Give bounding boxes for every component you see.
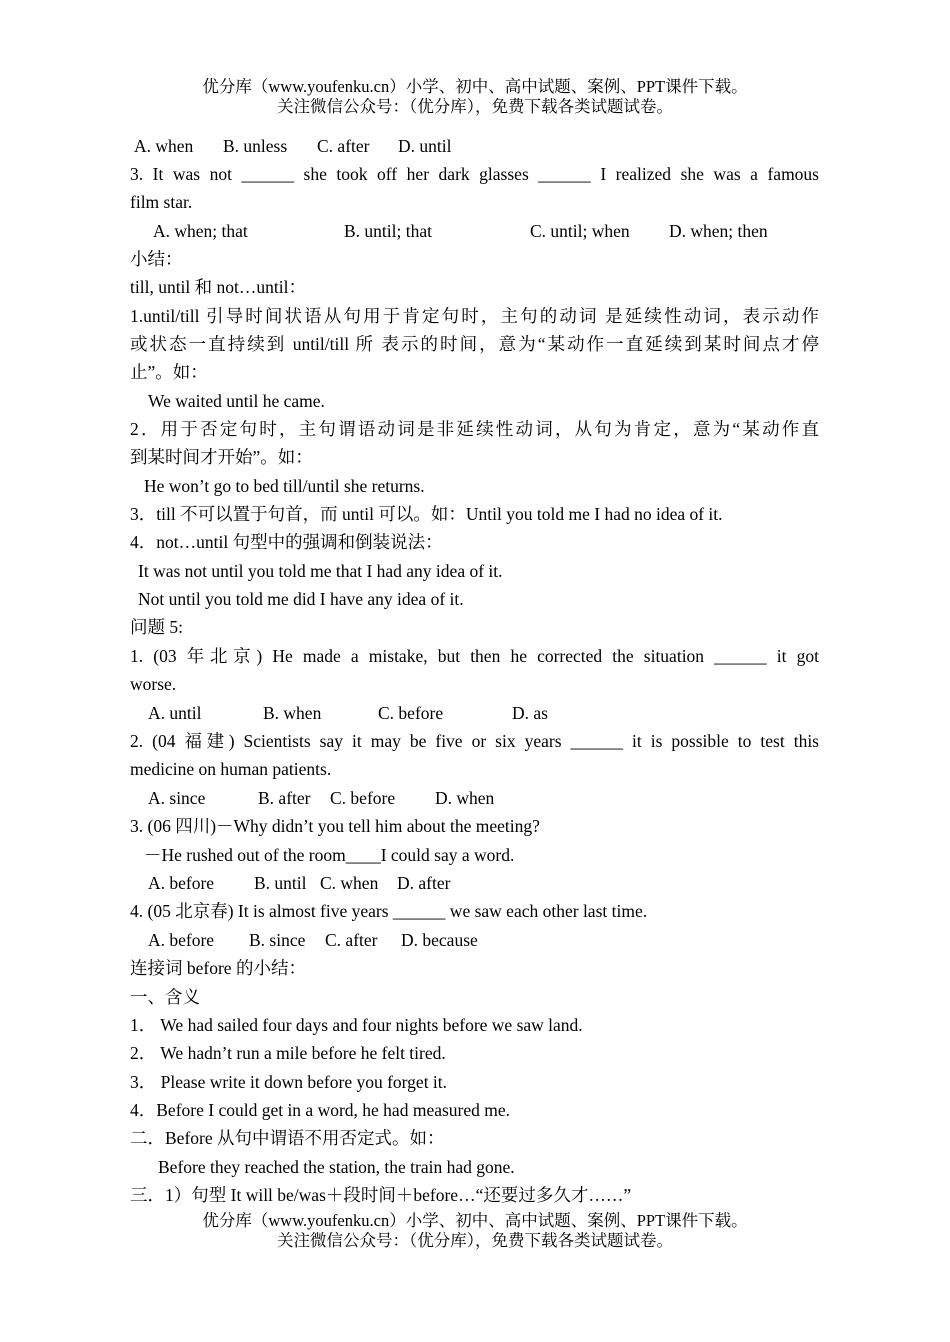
p1-options xyxy=(148,699,548,727)
before-summary-title: 连接词 before 的小结： xyxy=(130,958,306,978)
rule-2-example: He won’t go to bed till/until she returns. xyxy=(144,476,425,496)
option-a: A. since xyxy=(148,788,206,808)
option-b: B. when xyxy=(263,703,322,723)
option-b: B. since xyxy=(249,930,306,950)
p1-line-1: 1. (03 年北京) He made a mistake, but then he corrected the situation ______ it got xyxy=(130,646,819,666)
p3-options xyxy=(148,869,451,897)
p1-line-2: worse. xyxy=(130,674,177,694)
option-b: B. until; that xyxy=(344,221,432,241)
section-1-heading: 一、含义 xyxy=(130,987,200,1007)
section-1-item: 4．Before I could get in a word, he had measured me. xyxy=(130,1100,511,1120)
q3-options xyxy=(153,217,813,245)
p4-line-1: 4. (05 北京春) It is almost five years ______ we saw each other last time. xyxy=(130,901,648,921)
section-3-heading: 三．1）句型 It will be/was＋段时间＋before…“还要过多久才……” xyxy=(130,1185,632,1205)
section-1-item: 2． We hadn’t run a mile before he felt tired. xyxy=(130,1043,446,1063)
option-c: C. after xyxy=(317,136,370,156)
option-b: B. until xyxy=(254,873,307,893)
option-c: C. before xyxy=(330,788,396,808)
rule-4: 4．not…until 句型中的强调和倒装说法： xyxy=(130,532,443,552)
page-footer xyxy=(0,1211,950,1251)
option-a: A. before xyxy=(148,873,215,893)
footer-line-1: 优分库（www.youfenku.cn）小学、初中、高中试题、案例、PPT课件下载。 xyxy=(202,1211,748,1230)
section-1-item: 3． Please write it down before you forget it. xyxy=(130,1072,448,1092)
option-a: A. when; that xyxy=(153,221,248,241)
q3-line-2: film star. xyxy=(130,192,193,212)
header-line-2: 关注微信公众号：（优分库），免费下载各类试题试卷。 xyxy=(277,97,673,116)
header-line-1: 优分库（www.youfenku.cn）小学、初中、高中试题、案例、PPT课件下载。 xyxy=(202,77,748,96)
page-header xyxy=(0,77,950,117)
footer-line-2: 关注微信公众号：（优分库），免费下载各类试题试卷。 xyxy=(277,1231,673,1250)
summary-title: 小结： xyxy=(130,249,183,269)
rule-1-line-3: 止”。如： xyxy=(130,362,208,382)
option-c: C. after xyxy=(325,930,378,950)
option-a: A. when xyxy=(134,136,194,156)
option-a: A. until xyxy=(148,703,202,723)
rule-1-line-1: 1.until/till 引导时间状语从句用于肯定句时，主句的动词 是延续性动词，表示动作 xyxy=(130,306,819,326)
option-d: D. because xyxy=(401,930,478,950)
p2-line-2: medicine on human patients. xyxy=(130,759,332,779)
rule-4-example-2: Not until you told me did I have any idea of it. xyxy=(138,589,464,609)
option-d: D. as xyxy=(512,703,548,723)
section-2-heading: 二．Before 从句中谓语不用否定式。如： xyxy=(130,1128,445,1148)
q2-options xyxy=(134,132,452,160)
option-c: C. until; when xyxy=(530,221,630,241)
option-d: D. after xyxy=(397,873,451,893)
p4-options xyxy=(148,926,478,954)
option-c: C. when xyxy=(320,873,379,893)
rule-4-example-1: It was not until you told me that I had any idea of it. xyxy=(138,561,503,581)
option-b: B. after xyxy=(258,788,311,808)
p3-line-1: 3. (06 四川)－Why didn’t you tell him about the meeting? xyxy=(130,816,540,836)
p3-line-2: －He rushed out of the room____I could say a word. xyxy=(144,845,515,865)
q3-line-1: 3. It was not ______ she took off her dark glasses ______ I realized she was a famous xyxy=(130,164,819,184)
p2-line-1: 2. (04 福建) Scientists say it may be five or six years ______ it is possible to test this xyxy=(130,731,819,751)
problem-5-title: 问题 5: xyxy=(130,617,183,637)
rule-1-example: We waited until he came. xyxy=(148,391,325,411)
option-d: D. when xyxy=(435,788,495,808)
rule-1-line-2: 或状态一直持续到 until/till 所 表示的时间，意为“某动作一直延续到某时间点才停 xyxy=(130,334,819,354)
summary-subtitle: till, until 和 not…until： xyxy=(130,277,306,297)
section-2-example: Before they reached the station, the train had gone. xyxy=(158,1157,515,1177)
option-a: A. before xyxy=(148,930,215,950)
option-d: D. when; then xyxy=(669,221,768,241)
p2-options xyxy=(148,784,495,812)
rule-2-line-1: 2．用于否定句时，主句谓语动词是非延续性动词，从句为肯定，意为“某动作直 xyxy=(130,419,819,439)
section-1-item: 1． We had sailed four days and four nights before we saw land. xyxy=(130,1015,583,1035)
option-b: B. unless xyxy=(223,136,288,156)
rule-2-line-2: 到某时间才开始”。如： xyxy=(130,447,313,467)
option-c: C. before xyxy=(378,703,444,723)
rule-3: 3．till 不可以置于句首，而 until 可以。如：Until you told me I had no idea of it. xyxy=(130,504,723,524)
option-d: D. until xyxy=(398,136,452,156)
